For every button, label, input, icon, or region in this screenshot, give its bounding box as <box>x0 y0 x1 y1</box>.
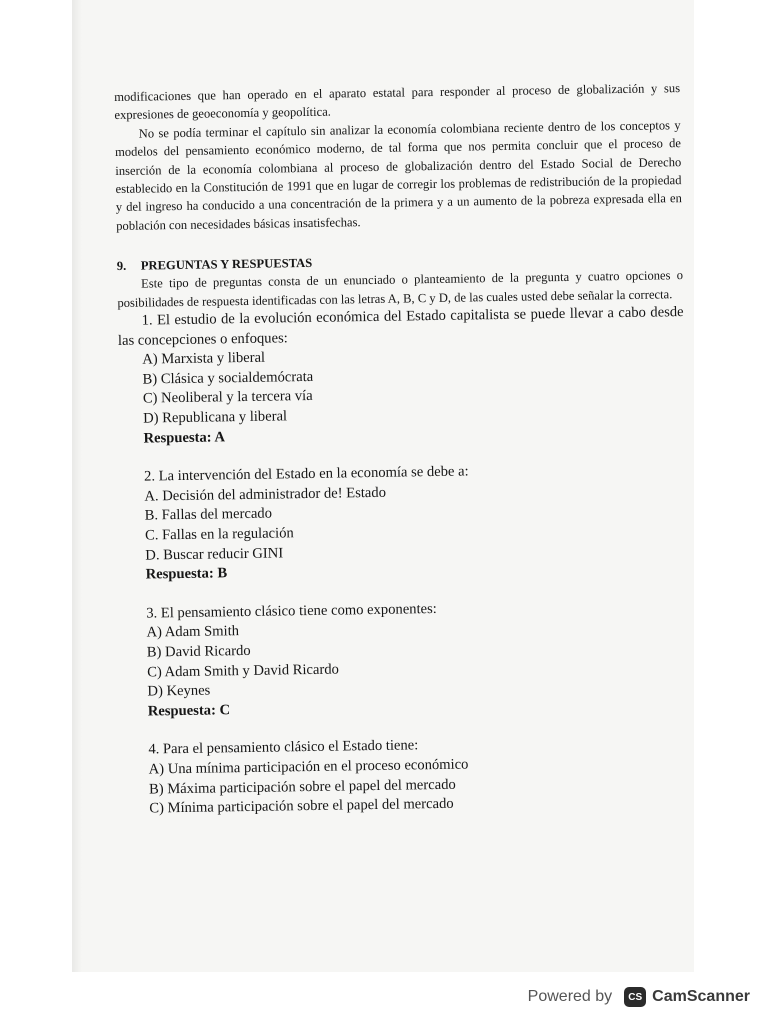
page-content <box>114 79 691 820</box>
option: B) Máxima participación sobre el papel del mercado <box>148 776 456 798</box>
section-title: PREGUNTAS Y RESPUESTAS <box>140 256 313 273</box>
section-description: Este tipo de preguntas consta de un enunciado o planteamiento de la pregunta y cuatro opciones o posibilidades de respuesta identificadas con las letras A, B, C y D, de las cuales usted debe señalar la correcta. <box>117 268 684 310</box>
option: C) Mínima participación sobre el papel del mercado <box>149 795 454 817</box>
answer: Respuesta: B <box>145 565 228 583</box>
camscanner-logo-icon: CS <box>624 987 646 1007</box>
question-3 <box>122 596 690 722</box>
option: C) Neoliberal y la tercera vía <box>142 388 313 408</box>
option: D. Buscar reducir GINI <box>145 544 284 564</box>
question-1 <box>118 303 686 449</box>
option: B) Clásica y socialdemócrata <box>142 368 314 388</box>
option: A) Adam Smith <box>146 623 240 641</box>
question-stem: 2. La intervención del Estado en la economía se debe a: <box>143 463 469 485</box>
option: A. Decisión del administrador de! Estado <box>144 484 387 505</box>
question-stem: 3. El pensamiento clásico tiene como exponentes: <box>146 600 437 622</box>
answer: Respuesta: C <box>147 702 231 720</box>
option: B) David Ricardo <box>146 642 251 661</box>
powered-by-label: Powered by <box>527 988 613 1005</box>
option: B. Fallas del mercado <box>144 505 273 524</box>
option: A) Una mínima participación en el proceso económico <box>148 756 469 778</box>
page-edge-shadow <box>72 0 82 972</box>
intro-paragraph-1: modificaciones que han operado en el aparato estatal para responder al proceso de globalización y sus expresiones de geoeconomía y geopolítica. <box>114 81 681 123</box>
camscanner-watermark <box>528 984 750 1010</box>
option: D) Republicana y liberal <box>143 408 288 427</box>
option: C) Adam Smith y David Ricardo <box>147 661 340 681</box>
question-4 <box>124 732 691 819</box>
intro-paragraph-2: No se podía terminar el capítulo sin analizar la economía colombiana reciente dentro de los conceptos y modelos del pensamiento económico moderno, de tal forma que nos permita concluir que el proceso de inserción de la economía colombiana al proceso de globalización dentro del Estado Social de Derecho establecido en la Constitución de 1991 que en lugar de corregir los problemas de redistribución de la propiedad y del ingreso ha conducido a una concentración de la primera y a un aumento de la pobreza expresada ella en población con necesidades básicas insatisfechas. <box>114 117 682 233</box>
option: D) Keynes <box>147 682 211 700</box>
answer: Respuesta: A <box>143 428 226 447</box>
option: C. Fallas en la regulación <box>144 525 294 544</box>
camscanner-brand: CamScanner <box>652 988 750 1005</box>
question-2 <box>120 459 688 585</box>
question-stem: 4. Para el pensamiento clásico el Estado tiene: <box>148 737 419 758</box>
option: A) Marxista y liberal <box>142 349 266 368</box>
question-stem: 1. El estudio de la evolución económica del Estado capitalista se puede llevar a cabo desde las concepciones o enfoques: <box>117 304 684 349</box>
section-number: 9. <box>116 259 127 274</box>
